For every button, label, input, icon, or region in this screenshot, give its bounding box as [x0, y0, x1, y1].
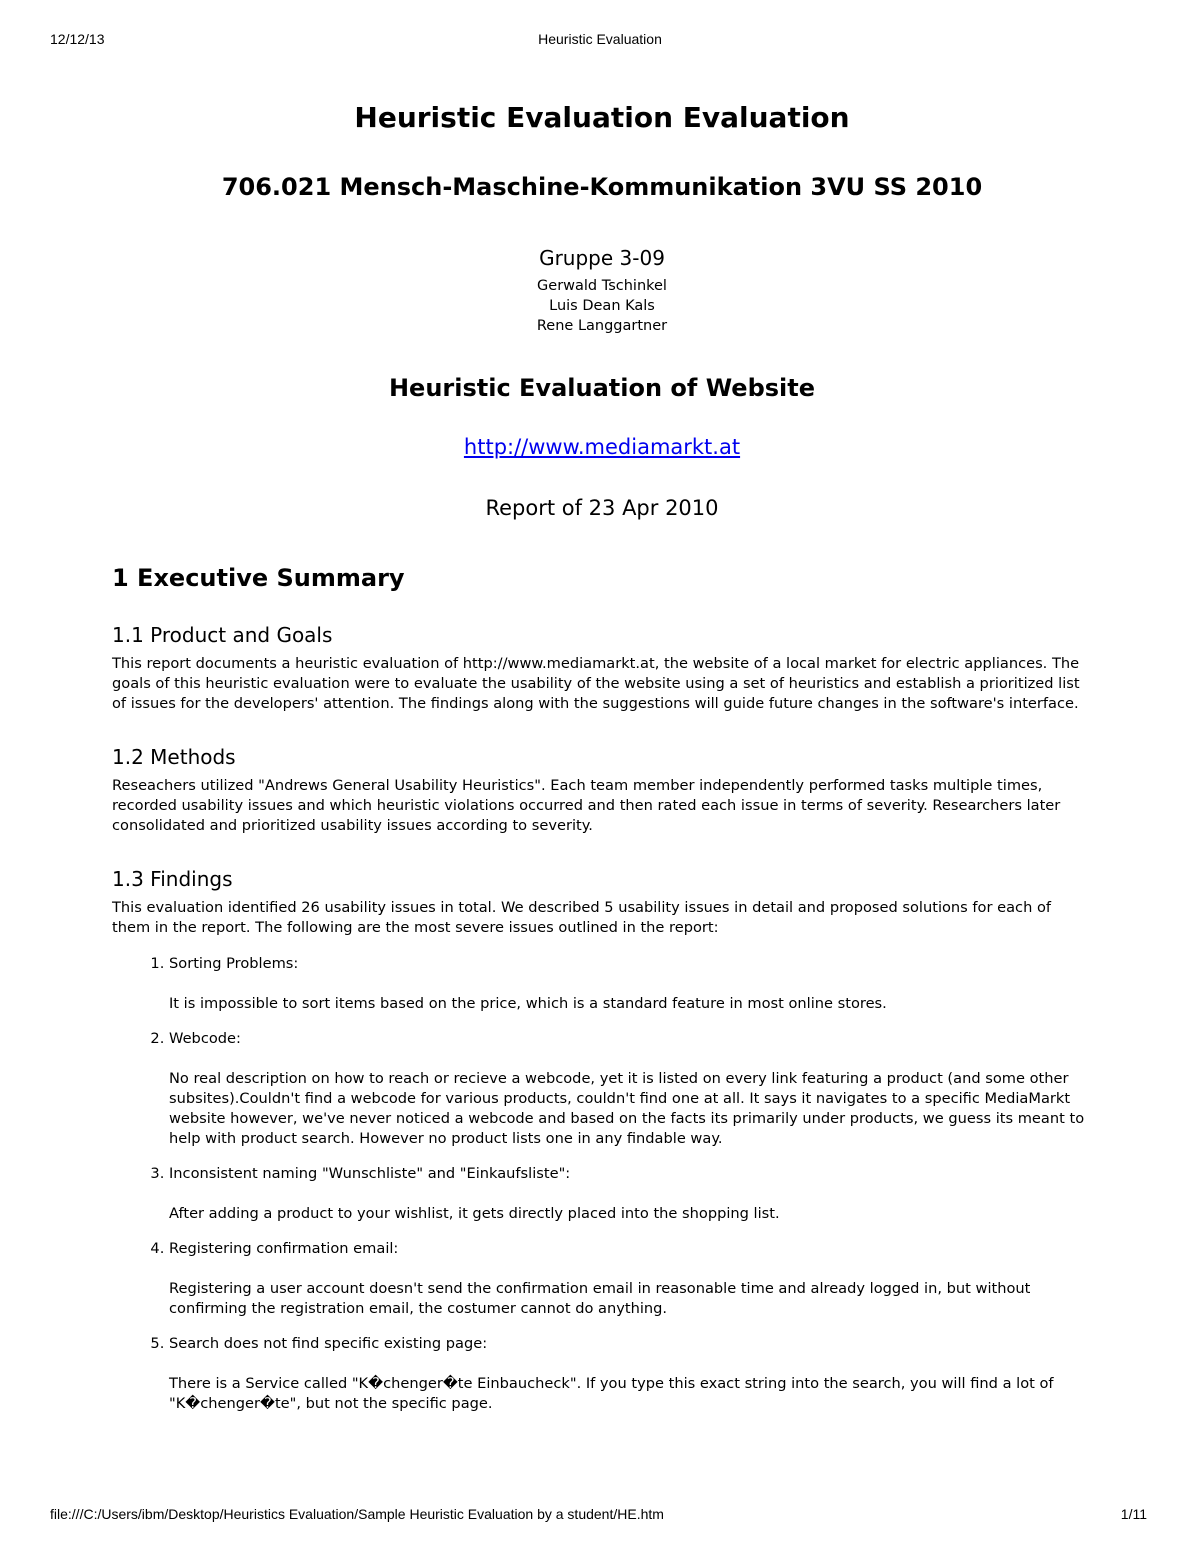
page-number: 1/11 — [1120, 1506, 1147, 1522]
title-block — [112, 98, 1092, 523]
member-name: Gerwald Tschinkel — [537, 278, 667, 294]
finding-description: No real description on how to reach or recieve a webcode, yet it is listed on every link featuring a product (and some other subsites).Couldn't find a webcode for various products, couldn't find one at all. It says it navigates to a specific MediaMarkt website however, we've never noticed a webcode and based on the facts its primarily under products, we guess its meant to help with product search. However no product lists one in any findable way. — [169, 1070, 1085, 1147]
group-name: Gruppe 3-09 — [539, 246, 665, 270]
list-item — [169, 954, 1092, 1014]
finding-title: 2. Webcode: — [169, 1030, 241, 1047]
section-heading-executive-summary: 1 Executive Summary — [112, 564, 405, 592]
member-list — [112, 276, 1092, 336]
findings-intro: This evaluation identified 26 usability issues in total. We described 5 usability issues in detail and proposed solutions for each of them in the report. The following are the most severe issues outlined in the report: — [112, 899, 1052, 936]
print-date: 12/12/13 — [50, 31, 105, 47]
subsection-heading-product-goals: 1.1 Product and Goals — [112, 623, 333, 647]
finding-description: There is a Service called "K�chenger�te Einbaucheck". If you type this exact string into the search, you will find a lot of "K�chenger�te", but not the specific page. — [169, 1375, 1054, 1412]
finding-title: 3. Inconsistent naming "Wunschliste" and "Einkaufsliste": — [169, 1165, 571, 1182]
finding-description: It is impossible to sort items based on the price, which is a standard feature in most online stores. — [169, 995, 887, 1012]
methods-text: Reseachers utilized "Andrews General Usability Heuristics". Each team member independently performed tasks multiple times, recorded usability issues and which heuristic violations occurred and then rated each issue in terms of severity. Researchers later consolidated and prioritized usability issues according to severity. — [112, 777, 1061, 834]
list-item — [169, 1239, 1092, 1319]
report-date: Report of 23 Apr 2010 — [485, 496, 719, 520]
finding-title: 1. Sorting Problems: — [169, 955, 299, 972]
list-item — [169, 1029, 1092, 1149]
file-path: file:///C:/Users/ibm/Desktop/Heuristics Evaluation/Sample Heuristic Evaluation by a student/HE.htm — [50, 1506, 664, 1522]
member-name: Luis Dean Kals — [549, 298, 655, 314]
subsection-heading-findings: 1.3 Findings — [112, 867, 233, 891]
course-title: 706.021 Mensch-Maschine-Kommunikation 3VU SS 2010 — [221, 173, 983, 201]
finding-title: 4. Registering confirmation email: — [169, 1240, 399, 1257]
print-page-title: Heuristic Evaluation — [538, 31, 662, 47]
website-link[interactable]: http://www.mediamarkt.at — [463, 435, 741, 459]
member-name: Rene Langgartner — [536, 318, 668, 334]
print-header — [50, 31, 1150, 49]
list-item — [169, 1334, 1092, 1414]
findings-list — [112, 954, 1092, 1414]
url-line — [112, 432, 1092, 462]
finding-description: Registering a user account doesn't send the confirmation email in reasonable time and already logged in, but without confirming the registration email, the costumer cannot do anything. — [169, 1280, 1031, 1317]
list-item — [169, 1164, 1092, 1224]
finding-description: After adding a product to your wishlist, it gets directly placed into the shopping list. — [169, 1205, 780, 1222]
product-goals-text: This report documents a heuristic evaluation of http://www.mediamarkt.at, the website of a local market for electric appliances. The goals of this heuristic evaluation were to evaluate the usability of the website using a set of heuristics and establish a prioritized list of issues for the developers' attention. The findings along with the suggestions will guide future changes in the software's interface. — [112, 655, 1080, 712]
document-title: Heuristic Evaluation Evaluation — [354, 101, 850, 134]
document-body — [112, 98, 1092, 1429]
evaluation-title: Heuristic Evaluation of Website — [388, 374, 816, 402]
print-footer — [50, 1506, 1150, 1524]
subsection-heading-methods: 1.2 Methods — [112, 745, 236, 769]
finding-title: 5. Search does not find specific existing page: — [169, 1335, 488, 1352]
